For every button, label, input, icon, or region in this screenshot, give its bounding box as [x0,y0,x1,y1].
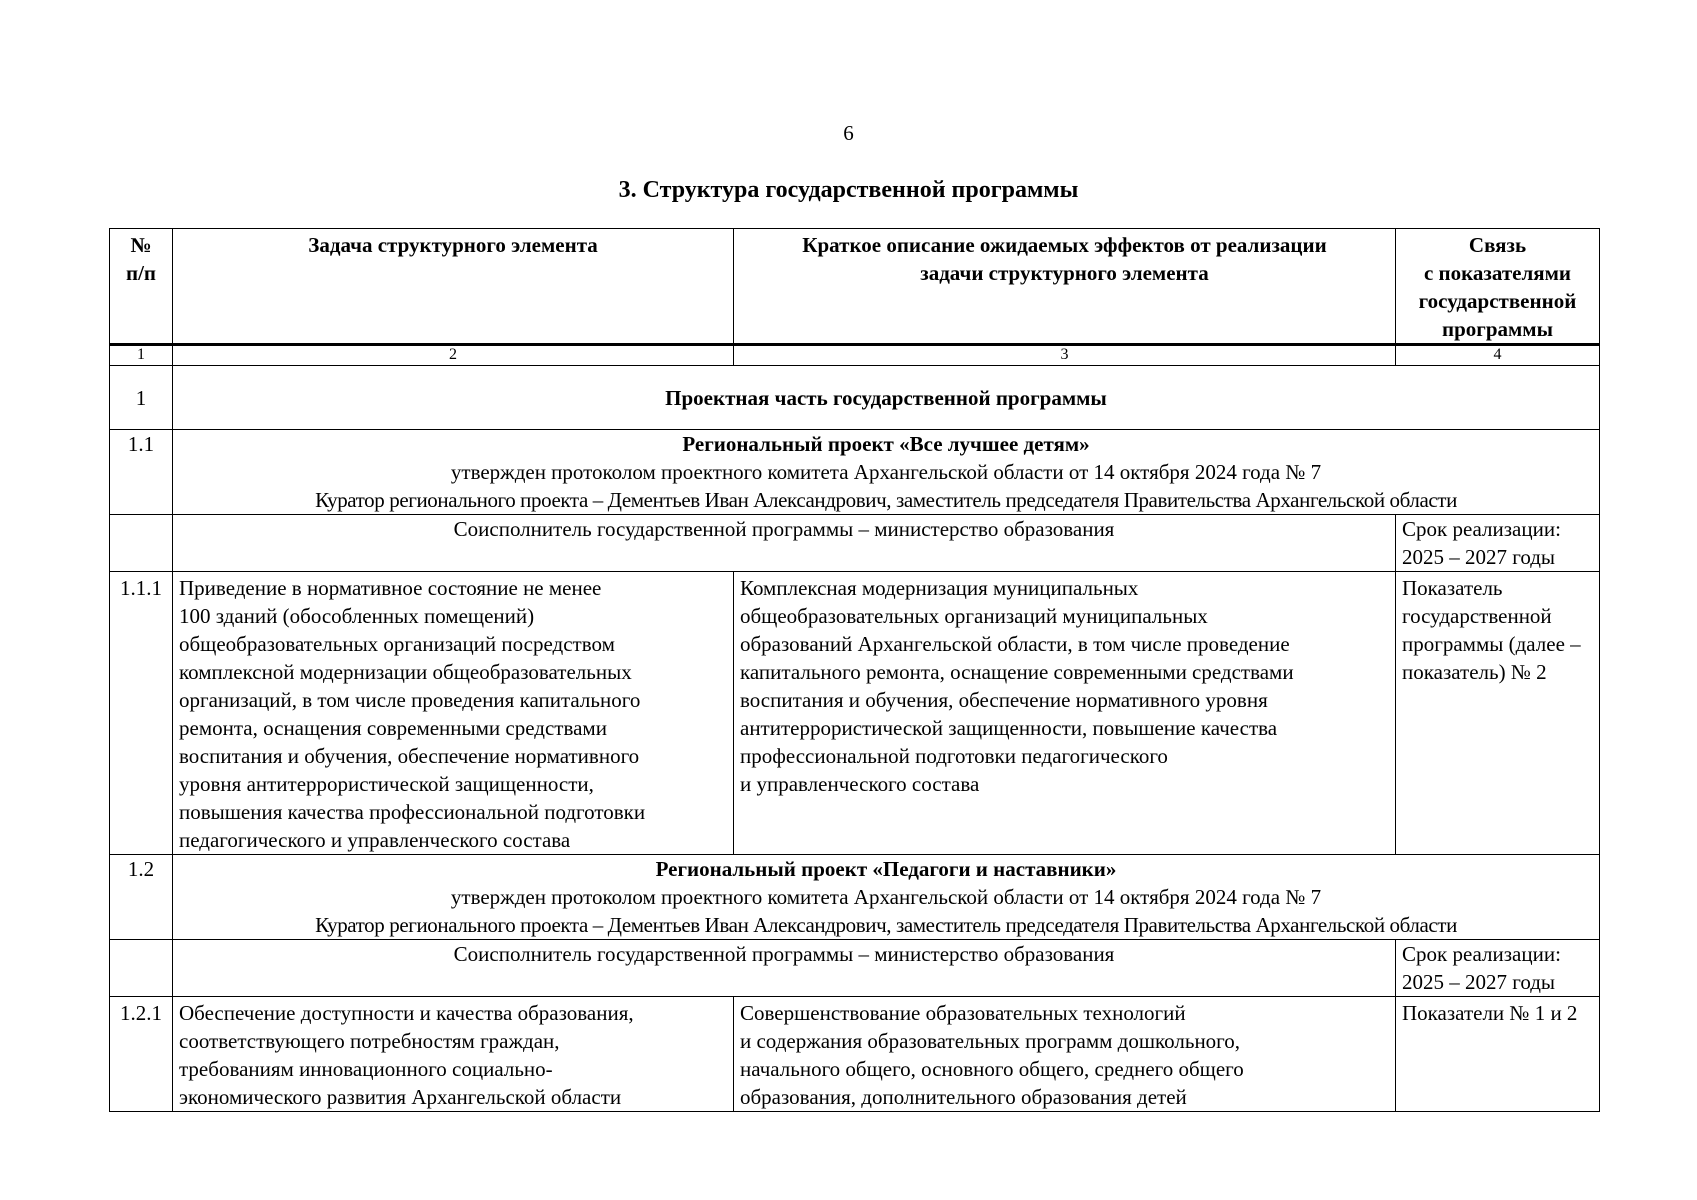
text-line: общеобразовательных организаций муниципальных [740,604,1208,628]
project-number: 1.2 [110,855,173,940]
project-term [1396,515,1600,572]
page-title: 3. Структура государственной программы [618,177,1079,203]
text-line: программы (далее – [1402,632,1581,656]
project-curator: Куратор регионального проекта – Дементьев Иван Александрович, заместитель председателя Правительства Архангельской области [315,913,1457,937]
empty-cell [110,515,173,572]
text-line: начального общего, основного общего, среднего общего [740,1057,1244,1081]
text-line: и содержания образовательных программ дошкольного, [740,1029,1241,1053]
text-line: ремонта, оснащения современными средствами [179,716,607,740]
column-header-indicators [1396,229,1600,345]
term-years: 2025 – 2027 годы [1402,545,1556,569]
column-number-row [110,345,1600,366]
header-line: № [130,233,152,257]
column-header-task [173,229,734,345]
coexecutor-row [110,515,1600,572]
project-coexecutor: Соисполнитель государственной программы – министерство образования [173,515,1396,572]
table-header-row [110,229,1600,345]
indicator-link [1396,997,1600,1112]
text-line: уровня антитеррористической защищенности, [179,772,594,796]
text-line: Показатели № 1 и 2 [1402,1001,1578,1025]
section-title: Проектная часть государственной программы [173,366,1600,430]
task-row [110,572,1600,855]
task-description [173,572,734,855]
empty-cell [110,940,173,997]
expected-effects [734,997,1396,1112]
indicator-link [1396,572,1600,855]
header-line: Связь [1468,233,1527,257]
project-term [1396,940,1600,997]
header-line: п/п [125,261,157,285]
header-line: Краткое описание ожидаемых эффектов от реализации [802,233,1327,257]
project-number: 1.1 [110,430,173,515]
section-number: 1 [110,366,173,430]
task-description [173,997,734,1112]
project-approval: утвержден протоколом проектного комитета Архангельской области от 14 октября 2024 года № 7 [450,885,1322,909]
project-approval: утвержден протоколом проектного комитета Архангельской области от 14 октября 2024 года № 7 [450,460,1322,484]
text-line: образования, дополнительного образования детей [740,1085,1187,1109]
term-label: Срок реализации: [1402,517,1561,541]
project-info [173,855,1600,940]
text-line: педагогического и управленческого состава [179,828,571,852]
project-coexecutor: Соисполнитель государственной программы – министерство образования [173,940,1396,997]
text-line: Обеспечение доступности и качества образования, [179,1001,634,1025]
project-curator: Куратор регионального проекта – Дементьев Иван Александрович, заместитель председателя Правительства Архангельской области [315,488,1457,512]
text-line: государственной [1402,604,1552,628]
section-row [110,366,1600,430]
term-label: Срок реализации: [1402,942,1561,966]
task-row [110,997,1600,1112]
column-header-number [110,229,173,345]
text-line: общеобразовательных организаций посредством [179,632,615,656]
text-line: комплексной модернизации общеобразовательных [179,660,632,684]
text-line: показатель) № 2 [1402,660,1547,684]
page-number: 6 [843,121,854,145]
column-number: 4 [1396,345,1600,366]
column-number: 3 [734,345,1396,366]
header-line: программы [1442,317,1553,341]
text-line: Приведение в нормативное состояние не менее [179,576,602,600]
header-line: государственной [1418,289,1577,313]
project-row [110,430,1600,515]
header-line: задачи структурного элемента [920,261,1209,285]
header-line: Задача структурного элемента [308,233,598,257]
text-line: Совершенствование образовательных технологий [740,1001,1186,1025]
text-line: организаций, в том числе проведения капитального [179,688,641,712]
text-line: воспитания и обучения, обеспечение нормативного [179,744,640,768]
column-number: 1 [110,345,173,366]
text-line: антитеррористической защищенности, повышение качества [740,716,1278,740]
text-line: воспитания и обучения, обеспечение нормативного уровня [740,688,1268,712]
text-line: образований Архангельской области, в том числе проведение [740,632,1290,656]
text-line: капитального ремонта, оснащение современными средствами [740,660,1294,684]
program-structure-table [109,228,1600,1112]
text-line: Комплексная модернизация муниципальных [740,576,1139,600]
text-line: повышения качества профессиональной подготовки [179,800,646,824]
task-number: 1.2.1 [110,997,173,1112]
text-line: соответствующего потребностям граждан, [179,1029,560,1053]
text-line: экономического развития Архангельской области [179,1085,622,1109]
text-line: и управленческого состава [740,772,980,796]
column-number: 2 [173,345,734,366]
expected-effects [734,572,1396,855]
project-info [173,430,1600,515]
header-line: с показателями [1423,261,1572,285]
column-header-effects [734,229,1396,345]
project-title: Региональный проект «Педагоги и наставники» [655,857,1117,881]
term-years: 2025 – 2027 годы [1402,970,1556,994]
text-line: Показатель [1402,576,1503,600]
project-row [110,855,1600,940]
task-number: 1.1.1 [110,572,173,855]
text-line: требованиям инновационного социально- [179,1057,553,1081]
text-line: профессиональной подготовки педагогического [740,744,1168,768]
coexecutor-row [110,940,1600,997]
project-title: Региональный проект «Все лучшее детям» [682,432,1090,456]
text-line: 100 зданий (обособленных помещений) [179,604,535,628]
